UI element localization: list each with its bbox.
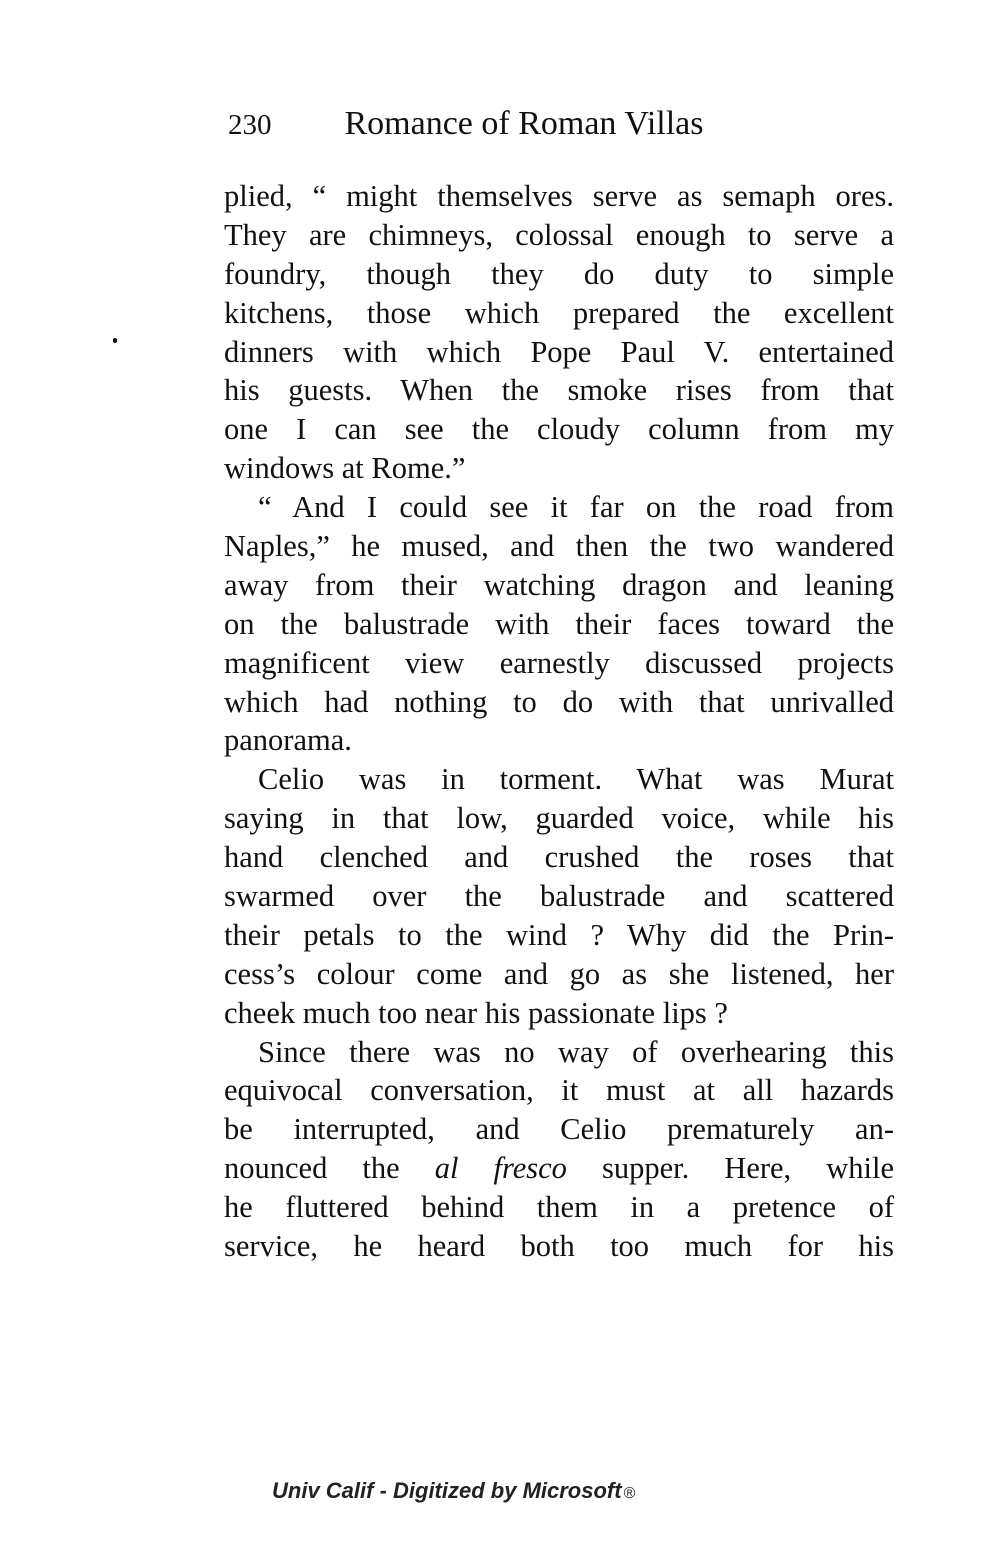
text-line: “ And I could see it far on the road from: [258, 490, 894, 525]
text-line: dinners with which Pope Paul V. entertained: [224, 334, 894, 369]
text-line: equivocal conversation, it must at all hazards: [224, 1073, 894, 1108]
scan-speck: [113, 338, 117, 343]
text-line: away from their watching dragon and leaning: [224, 567, 894, 602]
text-line: their petals to the wind ? Why did the Prin-: [224, 917, 894, 952]
text-line: his guests. When the smoke rises from that: [224, 373, 894, 408]
text-line: foundry, though they do duty to simple: [224, 256, 894, 291]
text-line: cheek much too near his passionate lips ?: [224, 995, 728, 1030]
digitization-footer: [272, 1474, 732, 1508]
text-line: Since there was no way of overhearing this: [258, 1034, 894, 1069]
text-line: nounced the al fresco supper. Here, while: [224, 1151, 895, 1186]
text-line: cess’s colour come and go as she listened, her: [224, 956, 894, 991]
text-line: on the balustrade with their faces toward the: [224, 606, 894, 641]
text-line: one I can see the cloudy column from my: [224, 412, 894, 447]
text-line: They are chimneys, colossal enough to serve a: [224, 217, 894, 252]
italic-phrase: al fresco: [434, 1151, 567, 1186]
text-line: Naples,” he mused, and then the two wandered: [224, 529, 894, 564]
running-header: [228, 100, 788, 148]
text-line: swarmed over the balustrade and scattered: [224, 879, 894, 914]
text-line: saying in that low, guarded voice, while his: [224, 801, 894, 836]
text-line: Celio was in torment. What was Murat: [258, 762, 894, 797]
text-line: windows at Rome.”: [224, 451, 466, 486]
text-line: be interrupted, and Celio prematurely an-: [224, 1112, 894, 1147]
footer-text: Univ Calif - Digitized by Microsoft: [272, 1478, 622, 1503]
text-line: kitchens, those which prepared the excellent: [224, 295, 894, 330]
text-line: service, he heard both too much for his: [224, 1229, 894, 1264]
text-line: he fluttered behind them in a pretence of: [224, 1190, 894, 1225]
text-line: which had nothing to do with that unrivalled: [224, 684, 894, 719]
footer-mark: ®: [623, 1485, 636, 1502]
text-line: hand clenched and crushed the roses that: [224, 840, 894, 875]
running-title: Romance of Roman Villas: [344, 105, 704, 142]
page-number: 230: [228, 109, 272, 141]
body-text: [224, 177, 894, 1266]
text-line: plied, “ might themselves serve as semaph ores.: [224, 179, 894, 213]
text-line: panorama.: [224, 723, 352, 758]
text-line: magnificent view earnestly discussed projects: [224, 645, 894, 680]
